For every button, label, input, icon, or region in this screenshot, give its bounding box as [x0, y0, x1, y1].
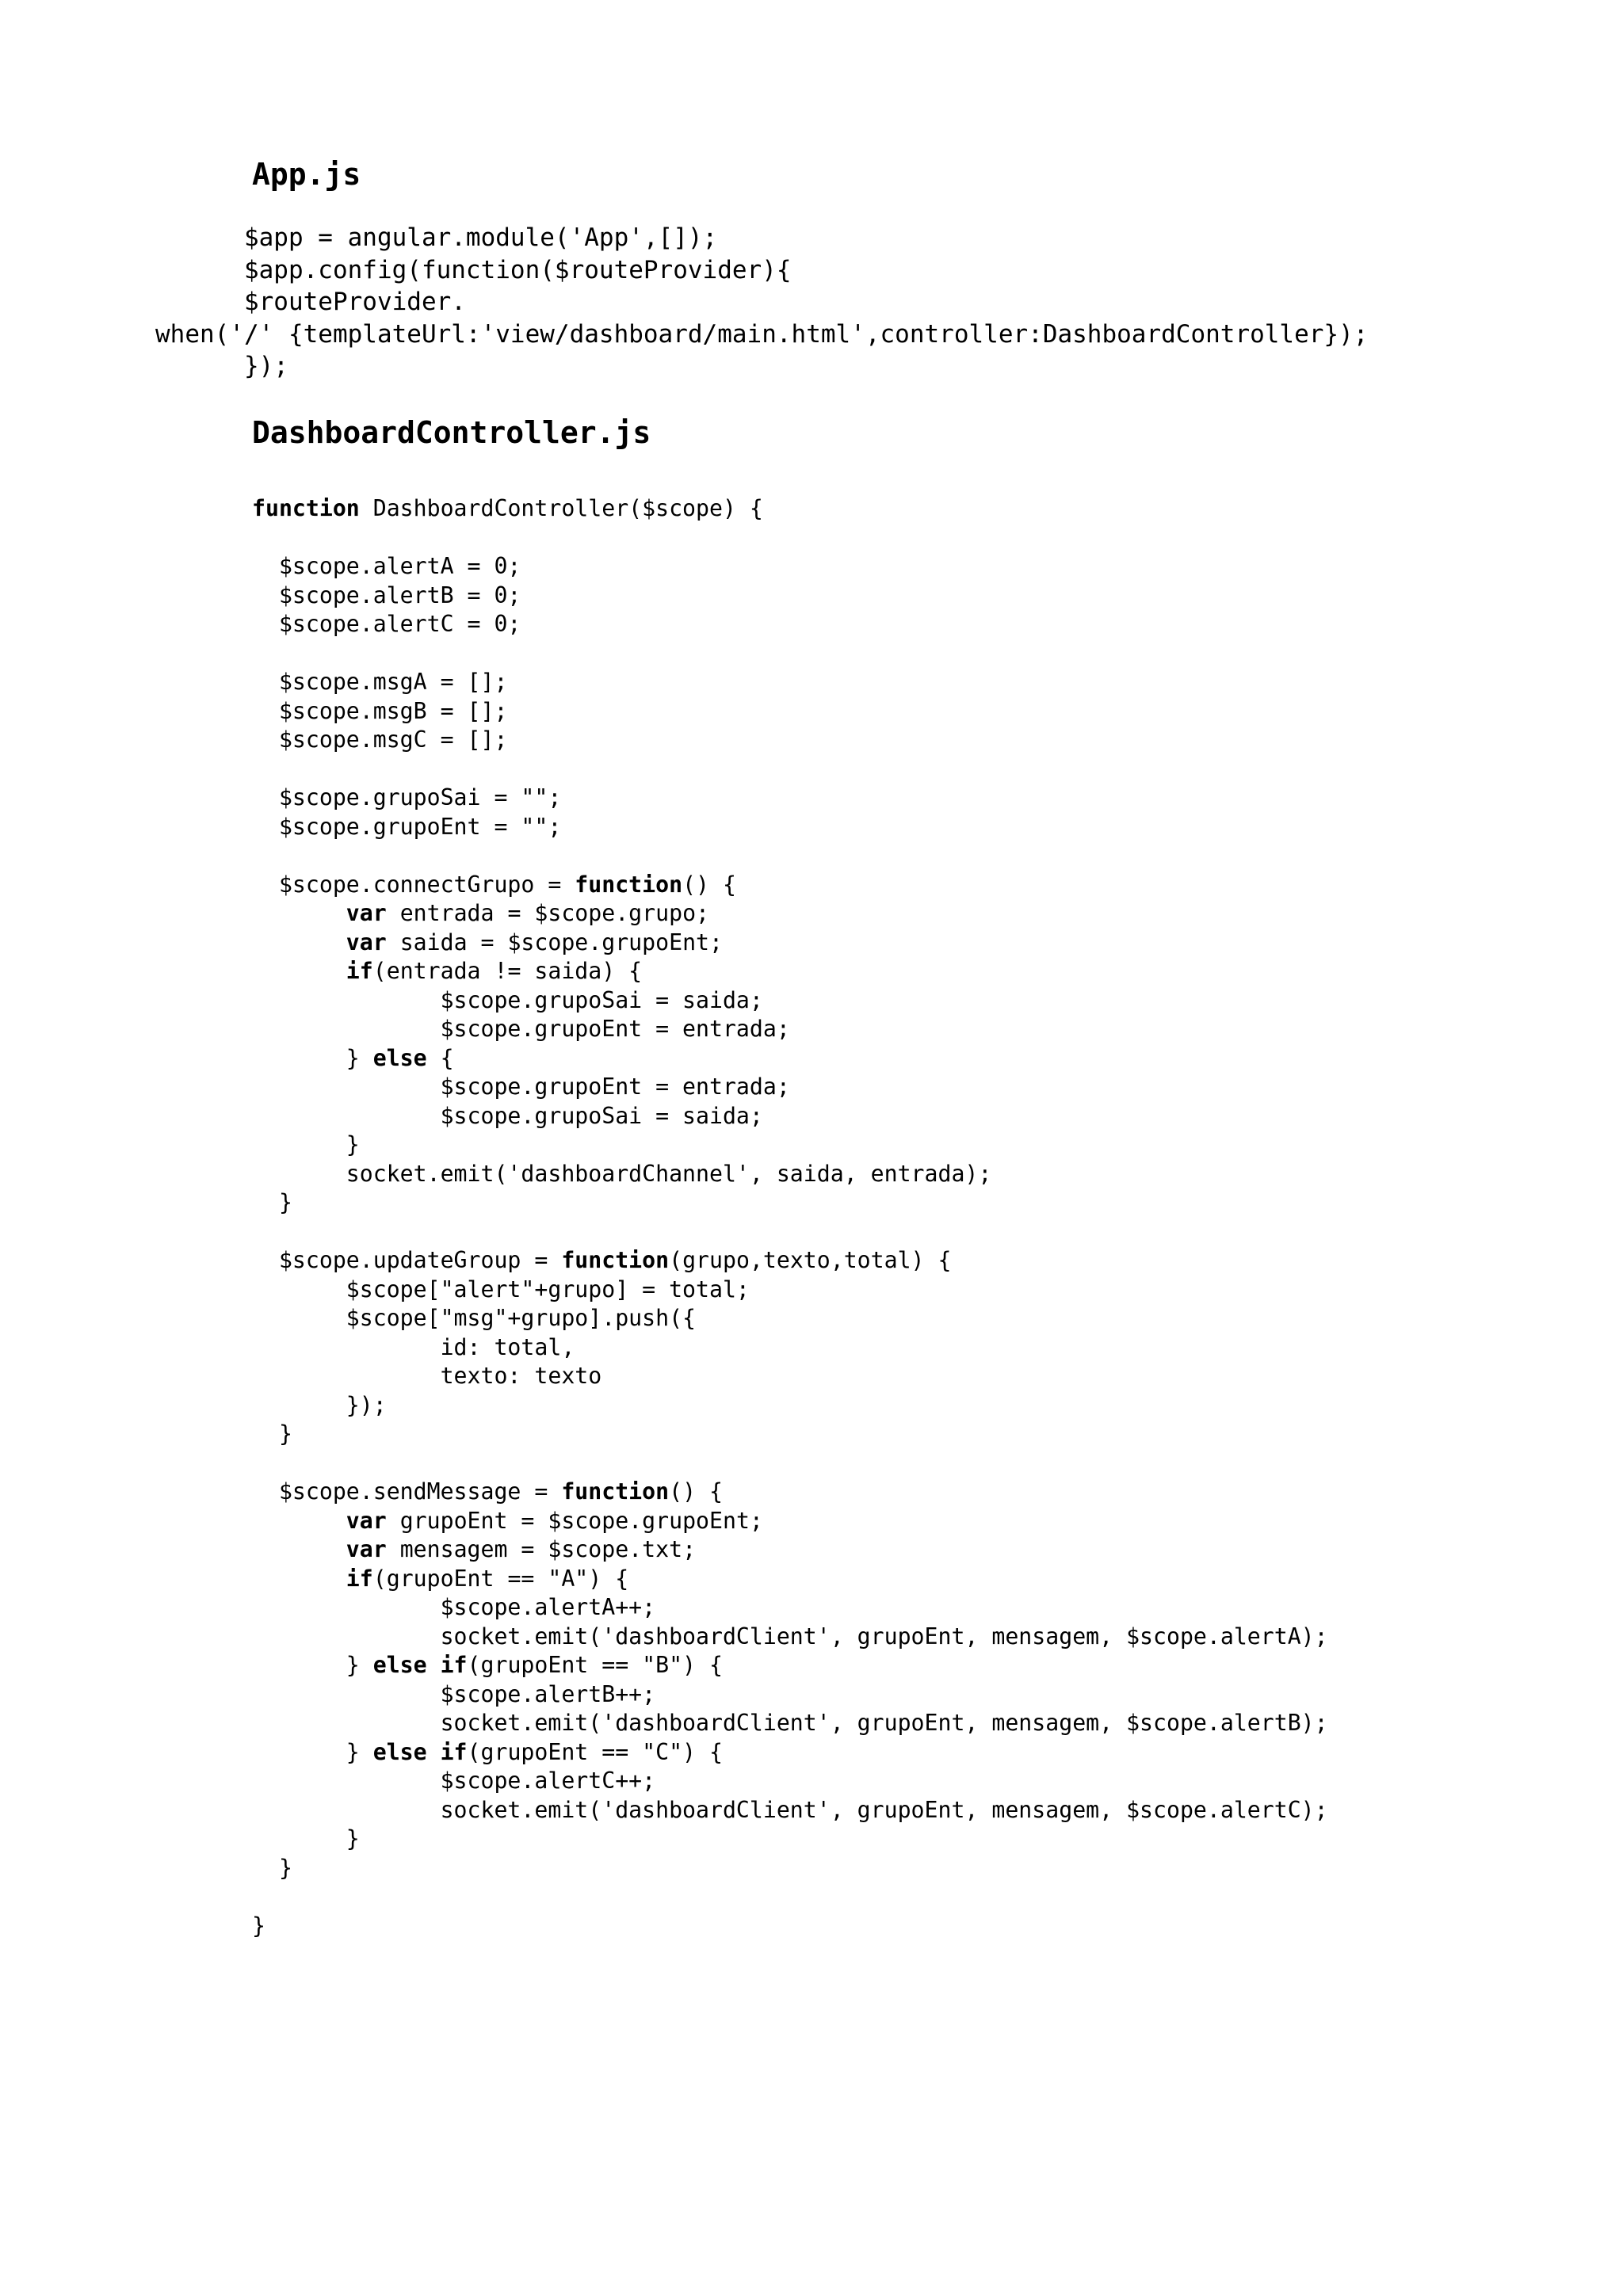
- code-line: [252, 1912, 1328, 1941]
- code-line: [252, 697, 1328, 727]
- code-line: [252, 986, 1328, 1016]
- code-text: grupoEnt = $scope.grupoEnt;: [386, 1507, 763, 1534]
- section-title-app-js: App.js: [252, 157, 361, 192]
- code-text: }: [252, 1912, 265, 1939]
- code-line: [252, 1015, 1328, 1044]
- code-text: $scope.msgB = [];: [252, 697, 508, 724]
- code-text: [252, 1508, 346, 1534]
- code-text: $scope.grupoEnt = entrada;: [252, 1074, 790, 1100]
- code-text: $scope.grupoSai = saida;: [252, 986, 763, 1013]
- code-text: $scope["alert"+grupo] = total;: [252, 1276, 750, 1302]
- code-line: [252, 841, 1328, 871]
- code-text: $scope.alertA = 0;: [252, 553, 521, 579]
- code-text: $scope.grupoSai = saida;: [252, 1102, 763, 1129]
- code-keyword: if: [346, 958, 373, 984]
- code-text: $scope.alertC = 0;: [252, 611, 521, 637]
- code-line: [252, 1218, 1328, 1247]
- code-line: [252, 668, 1328, 697]
- code-text: $scope.grupoEnt = "";: [252, 813, 562, 840]
- code-text: socket.emit('dashboardClient', grupoEnt, mensagem, $scope.alertA);: [252, 1623, 1328, 1650]
- code-text: $scope.alertB++;: [252, 1680, 656, 1707]
- code-line: [252, 1073, 1328, 1102]
- code-text: [252, 1536, 346, 1562]
- code-text: }: [252, 1421, 292, 1447]
- code-text: $app.config(function($routeProvider){: [155, 255, 792, 284]
- code-line: [252, 1882, 1328, 1912]
- code-text: $routeProvider.: [155, 288, 466, 316]
- code-line: [252, 494, 1328, 524]
- code-line: [252, 552, 1328, 582]
- code-keyword: var: [346, 900, 387, 926]
- code-line: [252, 899, 1328, 929]
- code-text: (grupoEnt == "A") {: [372, 1565, 629, 1592]
- code-text: [252, 958, 346, 984]
- code-keyword: else: [372, 1044, 427, 1071]
- code-text: }: [252, 1854, 292, 1881]
- code-text: });: [155, 352, 288, 380]
- code-text: }: [252, 1131, 360, 1158]
- code-text: $scope.msgC = [];: [252, 727, 508, 753]
- code-line: [252, 957, 1328, 986]
- code-keyword: var: [346, 1507, 387, 1534]
- code-line: [252, 1362, 1328, 1391]
- code-line: [252, 1767, 1328, 1796]
- code-line: [252, 1420, 1328, 1449]
- code-text: }: [252, 1652, 373, 1678]
- code-text: $scope.grupoSai = "";: [252, 784, 562, 810]
- code-line: [252, 1276, 1328, 1305]
- code-block-app-js: [155, 222, 1368, 383]
- code-keyword: function: [252, 495, 360, 521]
- code-line: [252, 1535, 1328, 1565]
- code-text: () {: [682, 871, 736, 898]
- code-text: });: [252, 1391, 387, 1418]
- code-line: [252, 1478, 1328, 1507]
- code-line: [252, 1188, 1328, 1218]
- code-text: $scope.alertC++;: [252, 1768, 656, 1794]
- code-keyword: var: [346, 929, 387, 955]
- code-line: [252, 1449, 1328, 1478]
- code-keyword: if: [346, 1565, 373, 1592]
- code-text: }: [252, 1738, 373, 1765]
- code-text: [252, 929, 346, 955]
- code-text: socket.emit('dashboardClient', grupoEnt, mensagem, $scope.alertC);: [252, 1796, 1328, 1823]
- code-line: [252, 1680, 1328, 1710]
- code-line: [252, 1825, 1328, 1854]
- code-line: [155, 350, 1368, 383]
- code-text: }: [252, 1825, 360, 1852]
- code-line: [252, 1651, 1328, 1680]
- code-line: [252, 1304, 1328, 1333]
- code-line: [155, 286, 1368, 318]
- code-line: [252, 755, 1328, 784]
- code-line: [252, 610, 1328, 639]
- code-line: [252, 1593, 1328, 1623]
- code-keyword: else if: [372, 1738, 468, 1765]
- code-text: $scope.alertA++;: [252, 1594, 656, 1620]
- code-text: (entrada != saida) {: [372, 958, 643, 984]
- code-line: [252, 726, 1328, 755]
- code-line: [252, 784, 1328, 813]
- code-line: [252, 813, 1328, 842]
- code-text: $scope.updateGroup =: [252, 1247, 562, 1273]
- code-line: [252, 1507, 1328, 1536]
- code-line: [252, 871, 1328, 900]
- code-text: $app = angular.module('App',[]);: [155, 223, 718, 252]
- code-text: when('/' {templateUrl:'view/dashboard/main.html',controller:DashboardController});: [155, 319, 1369, 349]
- code-line: [252, 1738, 1328, 1768]
- code-keyword: else if: [372, 1652, 468, 1678]
- code-text: socket.emit('dashboardChannel', saida, entrada);: [252, 1160, 992, 1187]
- code-text: () {: [669, 1478, 723, 1505]
- code-text: texto: texto: [252, 1363, 602, 1389]
- code-line: [252, 1246, 1328, 1276]
- code-text: $scope.msgA = [];: [252, 669, 508, 695]
- code-text: mensagem = $scope.txt;: [386, 1536, 697, 1562]
- code-text: }: [252, 1044, 373, 1071]
- code-text: {: [426, 1044, 454, 1071]
- code-text: DashboardController($scope) {: [359, 495, 763, 521]
- code-line: [252, 929, 1328, 958]
- code-text: $scope.alertB = 0;: [252, 582, 521, 608]
- code-line: [155, 254, 1368, 287]
- code-line: [155, 318, 1368, 351]
- code-line: [252, 1709, 1328, 1738]
- code-line: [252, 1623, 1328, 1652]
- code-text: id: total,: [252, 1333, 575, 1360]
- code-text: (grupoEnt == "B") {: [467, 1652, 723, 1678]
- code-text: (grupoEnt == "C") {: [467, 1738, 723, 1765]
- code-line: [252, 582, 1328, 611]
- code-line: [252, 1854, 1328, 1883]
- code-text: socket.emit('dashboardClient', grupoEnt, mensagem, $scope.alertB);: [252, 1710, 1328, 1736]
- code-keyword: function: [575, 871, 683, 898]
- code-text: saida = $scope.grupoEnt;: [386, 929, 723, 955]
- code-line: [252, 1565, 1328, 1594]
- code-line: [252, 1044, 1328, 1074]
- code-line: [252, 1333, 1328, 1363]
- code-line: [252, 639, 1328, 669]
- section-title-dashboard-controller-js: DashboardController.js: [252, 415, 651, 450]
- code-line: [155, 222, 1368, 254]
- code-line: [252, 1102, 1328, 1131]
- code-line: [252, 1391, 1328, 1421]
- code-text: (grupo,texto,total) {: [669, 1247, 952, 1273]
- code-text: $scope.grupoEnt = entrada;: [252, 1016, 790, 1042]
- code-keyword: var: [346, 1536, 387, 1562]
- code-line: [252, 1160, 1328, 1189]
- code-text: entrada = $scope.grupo;: [386, 900, 710, 926]
- code-line: [252, 524, 1328, 553]
- code-text: [252, 900, 346, 926]
- code-keyword: function: [561, 1478, 670, 1505]
- code-text: $scope.connectGrupo =: [252, 871, 575, 898]
- code-text: $scope.sendMessage =: [252, 1478, 562, 1505]
- code-line: [252, 1796, 1328, 1825]
- code-keyword: function: [561, 1247, 670, 1273]
- code-text: $scope["msg"+grupo].push({: [252, 1305, 697, 1331]
- code-text: }: [252, 1189, 292, 1215]
- code-block-dashboard-controller-js: [252, 494, 1328, 1940]
- code-text: [252, 1566, 346, 1592]
- code-line: [252, 1131, 1328, 1160]
